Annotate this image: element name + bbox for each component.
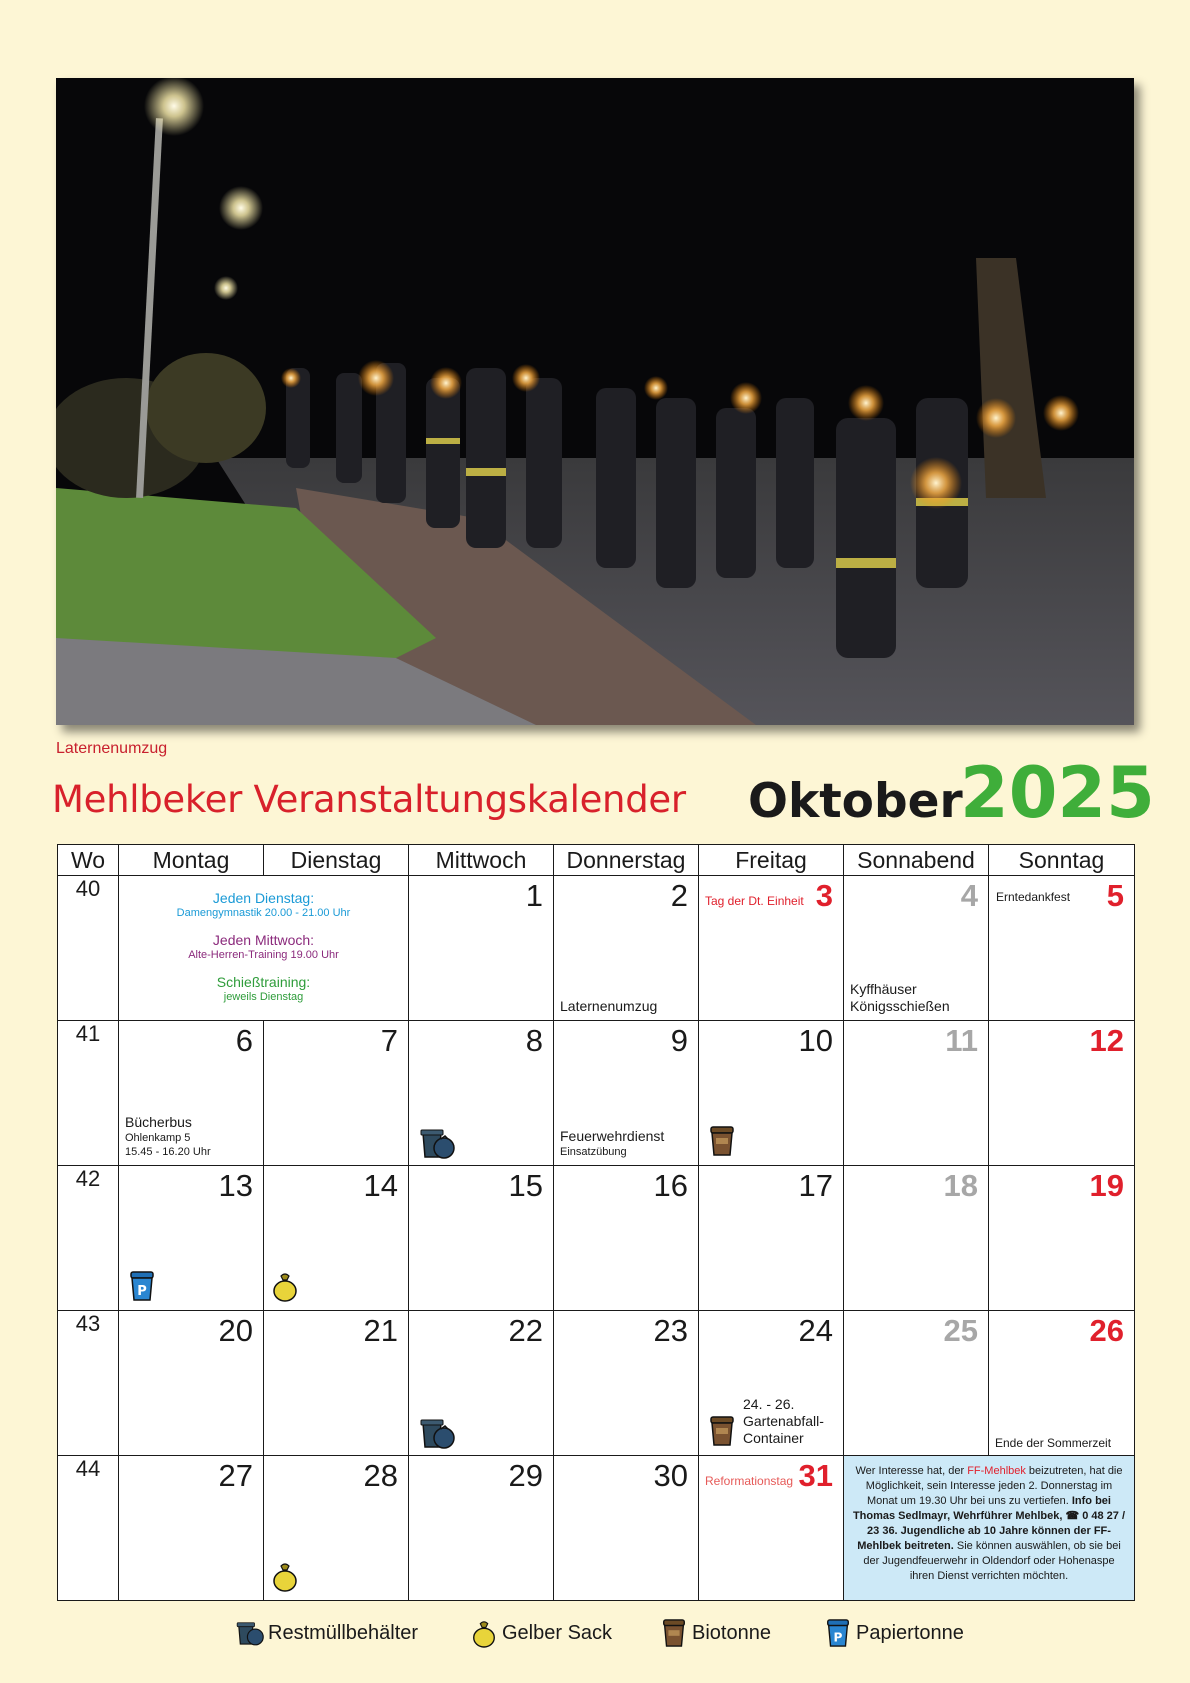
day-number: 26 [1089,1313,1124,1348]
header-wednesday: Mittwoch [409,845,554,876]
day-cell [844,876,989,1021]
calendar-title: Mehlbeker Veranstaltungskalender [52,778,686,821]
day-number: 21 [363,1313,398,1348]
day-number: 25 [943,1313,978,1348]
day-number: 16 [653,1168,688,1203]
day-cell [989,1021,1135,1166]
week-row-41 [58,1021,1135,1166]
day-number: 23 [653,1313,688,1348]
week-number: 43 [58,1311,119,1456]
info-bold: Info bei Thomas Sedlmayr, Wehrführer Mehlbek, ☎ 0 48 27 / 23 36. Jugendliche ab 10 Jahre können der FF-Mehlbek beitreten. [852,1495,1126,1552]
event-line: Bücherbus [125,1114,192,1130]
year-label: 2025 [960,752,1155,834]
day-cell [119,1311,264,1456]
event-text [125,1114,211,1159]
gelber-sack-icon [270,1270,300,1302]
restmuell-icon [417,1127,455,1159]
header-friday: Freitag [699,845,844,876]
week-row-43 [58,1311,1135,1456]
day-cell [554,1021,699,1166]
day-number: 20 [218,1313,253,1348]
day-number: 29 [508,1458,543,1493]
day-cell [264,1311,409,1456]
day-cell [554,1311,699,1456]
week-number: 41 [58,1021,119,1166]
event-photo [56,78,1134,725]
day-cell [554,1456,699,1601]
day-number: 10 [798,1023,833,1058]
holiday-label: Reformationstag [705,1474,794,1488]
biotonne-icon [707,1125,737,1157]
recurring-detail: Damengymnastik 20.00 - 21.00 Uhr [176,907,351,919]
holiday-label: Tag der Dt. Einheit [705,894,804,908]
info-segment: beizutreten, hat die Möglichkeit, sein Interesse jeden 2. Donnerstag im Monat um 19.30 Uhr bei uns zu vertiefen. [865,1465,1123,1507]
info-segment: Sie können auswählen, ob sie bei der Jugendfeuerwehr in Oldendorf oder Hohenaspe ihren Dienst verrichten möchten. [863,1540,1121,1582]
photo-caption: Laternenumzug [56,740,168,757]
info-box [844,1456,1135,1601]
legend-item-restmuell [234,1618,418,1648]
event-line: Gartenabfall- [743,1413,824,1429]
day-number: 4 [960,878,978,913]
event-line: Feuerwehrdienst [560,1128,665,1144]
day-cell [409,1456,554,1601]
event-text: Laternenumzug [560,998,658,1014]
week-number: 40 [58,876,119,1021]
day-number: 8 [525,1023,543,1058]
svg-text:P: P [137,1284,147,1299]
day-cell [119,1166,264,1311]
day-number: 15 [508,1168,543,1203]
recurring-title: Jeden Mittwoch: [212,932,315,948]
recurring-title: Schießtraining: [216,974,311,990]
day-number: 2 [670,878,688,913]
header-thursday: Donnerstag [554,845,699,876]
week-number: 42 [58,1166,119,1311]
week-number: 44 [58,1456,119,1601]
event-line: 24. - 26. [743,1396,795,1412]
day-number: 28 [363,1458,398,1493]
day-cell [554,1166,699,1311]
event-text [560,1128,664,1159]
day-cell [989,1166,1135,1311]
restmuell-icon [234,1618,264,1648]
week-row-44 [58,1456,1135,1601]
day-cell [119,1456,264,1601]
month-label: Oktober [748,774,963,829]
event-text [850,981,950,1015]
event-line: Königsschießen [850,998,950,1014]
event-text: Erntedankfest [996,890,1071,904]
day-cell [699,1166,844,1311]
papiertonne-icon [127,1270,157,1302]
event-detail: Ohlenkamp 5 [125,1132,191,1144]
info-highlight: FF-Mehlbek [967,1465,1026,1477]
day-number: 14 [363,1168,398,1203]
day-number: 13 [218,1168,253,1203]
day-number: 19 [1089,1168,1124,1203]
day-cell [119,1021,264,1166]
legend-item-papiertonne [824,1618,964,1648]
day-cell [844,1311,989,1456]
day-cell [409,1021,554,1166]
day-cell [699,1311,844,1456]
day-cell [264,1456,409,1601]
legend-label: Gelber Sack [502,1621,613,1644]
day-cell [989,876,1135,1021]
event-detail: Einsatzübung [560,1146,627,1158]
event-detail: 15.45 - 16.20 Uhr [125,1146,211,1158]
day-number: 31 [798,1458,833,1493]
day-number: 1 [525,878,543,913]
recurring-events-box [119,876,409,1021]
day-number: 22 [508,1313,543,1348]
recurring-detail: jeweils Dienstag [223,991,304,1003]
recurring-title: Jeden Dienstag: [212,890,315,906]
info-text [852,1464,1126,1584]
day-number: 7 [380,1023,398,1058]
event-text: Ende der Sommerzeit [995,1436,1112,1450]
header-monday: Montag [119,845,264,876]
day-cell [409,1311,554,1456]
info-segment: Wer Interesse hat, der [855,1465,968,1477]
event-line: Container [743,1430,804,1446]
header-week: Wo [58,845,119,876]
day-number: 27 [218,1458,253,1493]
event-text [743,1396,824,1447]
header-tuesday: Dienstag [264,845,409,876]
day-cell [409,876,554,1021]
recurring-detail: Alte-Herren-Training 19.00 Uhr [188,949,339,961]
day-number: 6 [235,1023,253,1058]
day-cell [409,1166,554,1311]
day-number: 24 [798,1313,833,1348]
header-sunday: Sonntag [989,845,1135,876]
event-line: Kyffhäuser [850,981,917,997]
day-cell [699,876,844,1021]
day-cell [699,1021,844,1166]
legend-label: Biotonne [692,1621,771,1644]
day-cell [989,1311,1135,1456]
day-number: 11 [945,1023,978,1058]
lantern-parade-image [56,78,1134,725]
legend [0,1618,1190,1652]
restmuell-icon [417,1417,455,1449]
day-number: 17 [798,1168,833,1203]
day-cell [264,1166,409,1311]
day-cell [844,1166,989,1311]
day-number: 18 [943,1168,978,1203]
biotonne-icon [707,1415,737,1447]
gelber-sack-icon [270,1560,300,1592]
day-number: 9 [670,1023,688,1058]
week-row-42 [58,1166,1135,1311]
svg-text:P: P [833,1630,843,1645]
day-cell [554,876,699,1021]
day-number: 5 [1106,878,1124,913]
day-cell [699,1456,844,1601]
calendar-grid [57,844,1135,1601]
biotonne-icon [660,1618,688,1648]
legend-label: Papiertonne [856,1621,964,1644]
day-number: 12 [1089,1023,1124,1058]
gelber-sack-icon [470,1618,498,1648]
week-row-40 [58,876,1135,1021]
legend-item-gelber-sack [470,1618,612,1648]
weekday-header-row [58,845,1135,876]
legend-label: Restmüllbehälter [268,1621,419,1644]
legend-item-biotonne [660,1618,771,1648]
day-number: 3 [815,878,833,913]
day-number: 30 [653,1458,688,1493]
papiertonne-icon [824,1618,852,1648]
header-saturday: Sonnabend [844,845,989,876]
day-cell [264,1021,409,1166]
day-cell [844,1021,989,1166]
